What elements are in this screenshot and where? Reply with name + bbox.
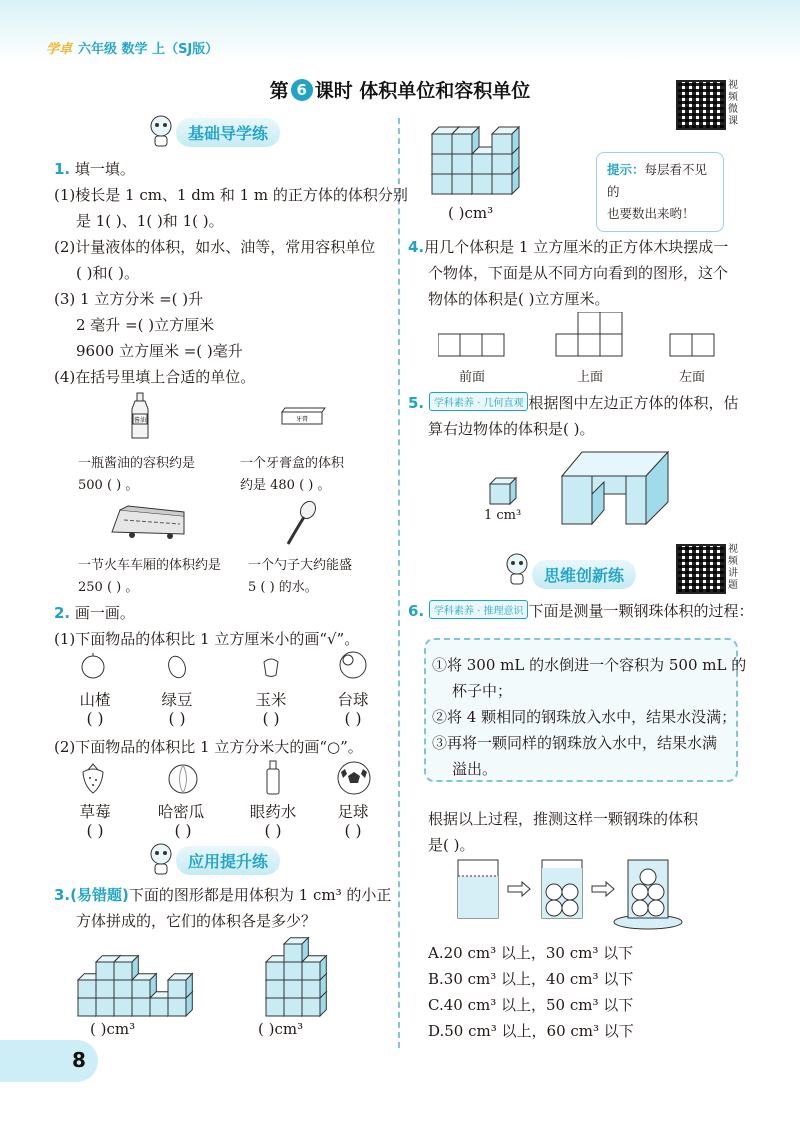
q6-step3-a: ③再将一颗同样的钢珠放入水中，结果水满 [432, 734, 718, 752]
mung-bean-icon [166, 654, 188, 680]
unit-cube [284, 938, 308, 962]
q6-line1 [408, 600, 753, 621]
option-a[interactable]: A.20 cm³ 以上，30 cm³ 以下 [428, 944, 634, 962]
lesson-prefix: 第 [269, 80, 289, 102]
hint-label: 提示： [607, 162, 645, 177]
unit-cube [452, 127, 479, 154]
corn-kernel-icon [260, 656, 282, 678]
answer-blank-mung-bean[interactable]: ( ) [168, 710, 186, 728]
answer-blank-hawthorn[interactable]: ( ) [86, 710, 104, 728]
arch-solid-icon [562, 452, 668, 524]
cantaloupe-icon [166, 762, 200, 794]
section-apply-heading: 应用提升练 [176, 846, 280, 875]
top-view-icon [556, 312, 622, 356]
q1-part1-line1: (1)棱长是 1 cm、1 dm 和 1 m 的正方体的体积分别 [54, 186, 408, 204]
q3-answer-c[interactable]: ( )cm³ [448, 204, 494, 222]
q2-number: 2. [54, 604, 71, 622]
item-billiard-label: 台球 [337, 691, 369, 709]
option-d[interactable]: D.50 cm³ 以上，60 cm³ 以下 [428, 1022, 634, 1040]
item-train-line1: 一节火车车厢的体积约是 [78, 558, 222, 573]
option-b[interactable]: B.30 cm³ 以上，40 cm³ 以下 [428, 970, 634, 988]
item-soy-sauce-line1: 一瓶酱油的容积约是 [78, 456, 196, 471]
answer-blank-corn[interactable]: ( ) [262, 710, 280, 728]
view-label-top: 上面 [576, 370, 603, 385]
strawberry-icon [80, 762, 106, 794]
item-hawthorn-label: 山楂 [79, 691, 111, 709]
hint-box [596, 152, 724, 232]
q6-question-b[interactable]: 是( )。 [428, 836, 475, 854]
train-carriage-icon [110, 502, 186, 540]
q3-number: 3. [54, 886, 71, 904]
q1-part3-line3[interactable]: 9600 立方厘米 =( )毫升 [76, 342, 243, 360]
q6-number: 6. [408, 602, 425, 620]
item-corn-label: 玉米 [255, 691, 287, 709]
q1-part3-line2[interactable]: 2 毫升 =( )立方厘米 [76, 316, 215, 334]
q4-line2: 个物体，下面是从不同方向看到的图形，这个 [428, 264, 729, 282]
q2-title [54, 602, 135, 623]
q3-answer-b[interactable]: ( )cm³ [258, 1020, 304, 1038]
item-cantaloupe-label: 哈密瓜 [157, 803, 205, 821]
box-label: 牙膏 [295, 416, 309, 423]
q1-part3-line1[interactable]: (3) 1 立方分米 =( )升 [54, 290, 204, 308]
cup-water-icon [458, 860, 498, 918]
bottle-label: 酱油 [133, 417, 147, 424]
hawthorn-icon [80, 652, 106, 680]
unit-cube-label: 1 cm³ [484, 508, 522, 523]
q3-text-a: 下面的图形都是用体积为 1 cm³ 的小正 [128, 886, 392, 904]
unit-cube [302, 956, 326, 980]
series-text: 六年级 数学 上（SJ版） [78, 42, 219, 57]
q3-error-prone-tag: (易错题) [70, 886, 129, 904]
q5-number: 5. [408, 394, 425, 412]
hint-text-a: 每层看不见的 [607, 162, 708, 199]
q6-experiment-figure [450, 856, 690, 932]
q2-part2: (2)下面物品的体积比 1 立方分米大的画“○”。 [54, 738, 363, 756]
item-mung-bean-label: 绿豆 [161, 691, 193, 709]
q6-step2: ②将 4 颗相同的钢珠放入水中，结果水没满； [432, 708, 737, 726]
q6-text: 下面是测量一颗钢珠体积的过程： [528, 602, 754, 620]
unit-cube [114, 956, 138, 980]
cube-figure-q3-b [262, 936, 342, 1020]
answer-blank-cantaloupe[interactable]: ( ) [174, 822, 192, 840]
q4-line1 [408, 236, 728, 257]
item-train-answer[interactable]: 250 ( ) 。 [78, 580, 139, 595]
q5-line1 [408, 392, 738, 413]
q4-three-views-figure [438, 312, 738, 360]
qr-label-micro-lesson: 视频微课 [728, 80, 738, 127]
lesson-number-badge: 6 [291, 79, 313, 101]
qr-label-explain: 视频讲题 [728, 544, 738, 591]
qr-code-icon[interactable] [676, 544, 726, 594]
section-think-heading: 思维创新练 [532, 560, 636, 589]
q5-line2[interactable]: 算右边物体的体积是( )。 [428, 420, 595, 438]
eye-drops-icon [264, 760, 282, 796]
cup-overflow-icon [614, 860, 682, 929]
page-number-tab [0, 1040, 98, 1082]
q4-line3[interactable]: 物体的体积是( )立方厘米。 [428, 290, 610, 308]
answer-blank-strawberry[interactable]: ( ) [86, 822, 104, 840]
cup-four-balls-icon [542, 860, 582, 918]
hint-text-b: 也要数出来哟！ [607, 206, 695, 221]
unit-cube [492, 127, 519, 154]
answer-blank-billiard[interactable]: ( ) [344, 710, 362, 728]
item-strawberry-label: 草莓 [79, 803, 111, 821]
cube-figure-q3-a [74, 936, 194, 1020]
q4-number: 4. [408, 238, 425, 256]
q6-literacy-tag: 学科素养 · 推理意识 [429, 600, 529, 619]
billiard-ball-icon [338, 650, 368, 680]
section-basic-heading: 基础导学练 [176, 118, 280, 147]
q6-step1-b: 杯子中； [452, 682, 513, 700]
left-view-icon [670, 334, 714, 356]
item-spoon-answer[interactable]: 5 ( ) 的水。 [248, 580, 318, 595]
item-toothpaste-answer[interactable]: 约是 480 ( ) 。 [240, 478, 331, 493]
q3-line2: 方体拼成的，它们的体积各是多少？ [76, 912, 317, 930]
column-divider [398, 118, 400, 1048]
q1-part1-line2[interactable]: 是 1( )、1( )和 1( )。 [76, 212, 224, 230]
view-label-left: 左面 [678, 370, 705, 385]
q4-text-a: 用几个体积是 1 立方厘米的正方体木块摆成一 [424, 238, 729, 256]
q1-part2-line2[interactable]: ( )和( )。 [76, 264, 139, 282]
page-number: 8 [72, 1048, 86, 1072]
arrow-right-icon [592, 882, 614, 896]
q5-literacy-tag: 学科素养 · 几何直观 [429, 392, 529, 411]
q3-line1 [54, 884, 391, 905]
item-spoon-line1: 一个勺子大约能盛 [248, 558, 353, 573]
mascot-icon [502, 552, 532, 586]
q1-part4-title: (4)在括号里填上合适的单位。 [54, 368, 256, 386]
view-label-front: 前面 [458, 370, 485, 385]
soy-sauce-bottle-icon [128, 392, 152, 440]
q2-part1: (1)下面物品的体积比 1 立方厘米小的画“√”。 [54, 630, 360, 648]
q6-question-a: 根据以上过程，推测这样一颗钢珠的体积 [428, 810, 699, 828]
brand-logo: 学卓 [46, 42, 73, 57]
q1-part2-line1: (2)计量液体的体积，如水、油等，常用容积单位 [54, 238, 376, 256]
football-icon [336, 760, 372, 796]
q1-number: 1. [54, 160, 71, 178]
q3-answer-a[interactable]: ( )cm³ [90, 1020, 136, 1038]
item-football-label: 足球 [337, 803, 369, 821]
series-title [46, 38, 218, 57]
q6-step1-a: ①将 300 mL 的水倒进一个容积为 500 mL 的 [432, 656, 747, 674]
unit-cube [132, 974, 156, 998]
answer-blank-eye-drops[interactable]: ( ) [264, 822, 282, 840]
q2-title-text: 画一画。 [74, 604, 135, 622]
qr-code-icon[interactable] [676, 80, 726, 130]
arrow-right-icon [508, 882, 530, 896]
mascot-icon [146, 114, 176, 148]
option-c[interactable]: C.40 cm³ 以上，50 cm³ 以下 [428, 996, 634, 1014]
lesson-title-text: 课时 体积单位和容积单位 [314, 80, 531, 102]
toothpaste-box-icon [280, 406, 326, 428]
front-view-icon [438, 334, 504, 356]
q5-text-a: 根据图中左边正方体的体积，估 [528, 394, 739, 412]
q1-title-text: 填一填。 [74, 160, 135, 178]
unit-cube [168, 974, 192, 998]
q6-step3-b: 溢出。 [452, 760, 498, 778]
item-toothpaste-line1: 一个牙膏盒的体积 [240, 456, 345, 471]
mascot-icon [146, 842, 176, 876]
item-eye-drops-label: 眼药水 [249, 803, 297, 821]
spoon-icon [282, 500, 318, 548]
answer-blank-football[interactable]: ( ) [344, 822, 362, 840]
unit-cube-icon [490, 478, 516, 504]
q1-title [54, 158, 135, 179]
item-soy-sauce-answer[interactable]: 500 ( ) 。 [78, 478, 139, 493]
cube-figure-q3-c [428, 120, 528, 196]
